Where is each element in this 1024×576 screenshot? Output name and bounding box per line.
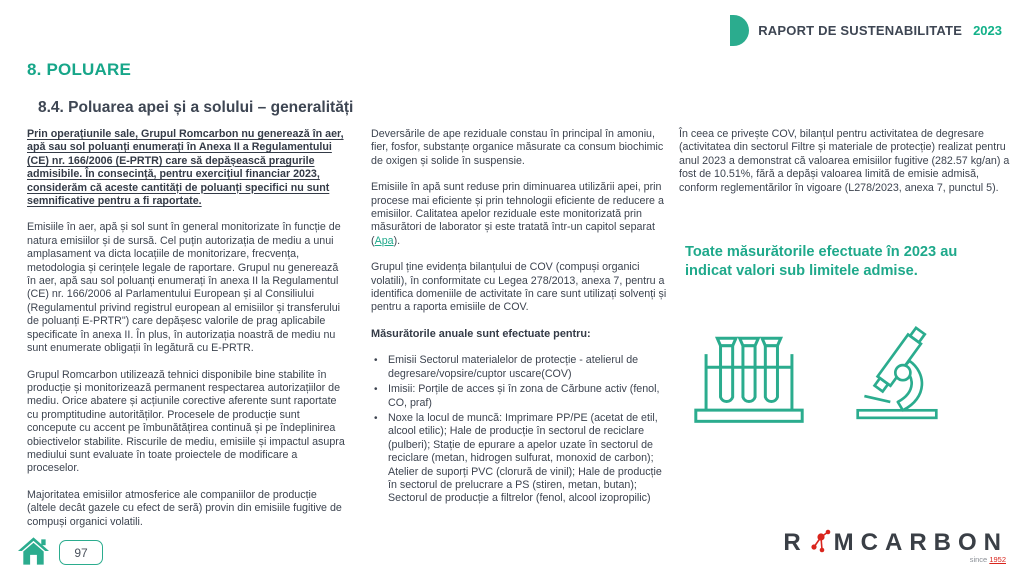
list-item: • Emisii Sectorul materialelor de protecție - atelierul de degresare/vopsire/cuptor uscare(COV) — [371, 354, 667, 381]
romcarbon-logo-row — [783, 529, 1008, 557]
paragraph-wastewater: Deversările de ape reziduale constau în principal în amoniu, fier, fosfor, substanțe organice măsurate ca consum biochimic de oxigen și solide în suspensie. — [371, 128, 664, 167]
paragraph-cov-balance: Grupul ține evidența bilanțului de COV (compuși organici volatili), în conformitate cu Legea 278/2013, anexa 7, pentru a identifica domeniile de activitate în care sunt utilizați solvenți și pentru a raporta emisiile de COV. — [371, 261, 667, 314]
test-tubes-icon — [693, 309, 805, 431]
page-number: 97 — [74, 545, 88, 560]
lab-icons-row — [679, 309, 1012, 431]
paragraph-techniques: Grupul Romcarbon utilizează tehnici disponibile bine stabilite în producție și monitorizează permanent respectarea autorizațiilor de mediu. Orice abatere și acțiunile corective aferente sunt raportate cu promptitudine autorităților. Procesele de producție sunt concepute cu accent pe îmbunătățirea continuă și pe îndeplinirea obiectivelor stabilite. Riscurile de mediu, emisiile și impactul asupra mediului sunt evaluate în toate proiectele de modificare a proceselor. — [27, 368, 345, 475]
half-circle-icon — [730, 15, 749, 46]
report-title: RAPORT DE SUSTENABILITATE — [758, 23, 963, 38]
romcarbon-logo — [783, 529, 1008, 564]
column-2 — [371, 128, 667, 508]
list-item: • Noxe la locul de muncă: Imprimare PP/PE (acetat de etil, alcool etilic); Hale de producție în sectorul de reciclare (pulberi); Stație de epurare a apelor uzate în sectorul de reciclare (metan, hidrogen sulfurat, monoxid de carbon); Atelier de suporți PVC (clorură de vinil); Hale de producție în sectorul de prelucrare a PS (stiren, metan, butan); Sectorul de producție a filtrelor (fenol, alcool izopropilic) — [371, 412, 667, 506]
logo-letter-r: R — [783, 529, 808, 556]
paragraph-cov-results: În ceea ce privește COV, bilanțul pentru activitatea de degresare (activitatea din sectorul Filtre și materiale de protecție) realizat pentru anul 2023 a demonstrat că valoarea emisiilor fugitive (282.57 kg/an) a fost de 10.51%, fără a depăși valoarea limită de emisie admisă, conform reglementărilor în vigoare (L278/2023, anexa 7, punctul 5). — [679, 128, 1010, 194]
tagline-since: since — [969, 555, 988, 564]
microscope-icon — [851, 311, 943, 431]
paragraph-water-emissions-end: ). — [393, 234, 401, 247]
home-icon — [17, 536, 50, 567]
column-3 — [679, 128, 1012, 431]
molecule-icon — [810, 529, 832, 555]
list-item: • Imisii: Porțile de acces și în zona de Cărbune activ (fenol, CO, praf) — [371, 383, 667, 410]
report-header — [730, 15, 1002, 46]
subsection-title: 8.4. Poluarea apei și a solului – generalități — [38, 99, 354, 116]
paragraph-water-emissions — [371, 181, 667, 248]
home-button[interactable] — [17, 536, 50, 567]
section-title: 8. POLUARE — [27, 60, 132, 79]
column-1 — [27, 128, 346, 542]
report-year: 2023 — [973, 23, 1002, 38]
logo-letters: MCARBON — [833, 529, 1008, 556]
logo-tagline — [783, 555, 1006, 564]
measurements-list — [371, 354, 667, 505]
tagline-year: 1952 — [989, 555, 1006, 564]
paragraph-atmospheric-emissions: Majoritatea emisiilor atmosferice ale companiilor de producție (altele decât gazele cu efect de seră) provin din emisiile fugitive de compuși organici volatili. — [27, 488, 342, 528]
measurements-list-heading: Măsurătorile anuale sunt efectuate pentru: — [371, 327, 591, 340]
paragraph-water-emissions-text: Emisiile în apă sunt reduse prin diminuarea utilizării apei, prin procese mai eficiente și prin tehnologii eficiente de reducere a emisiilor. Calitatea apelor reziduale este monitorizată prin măsurători de laborator și este tratată într-un capitol separat ( — [371, 181, 664, 247]
lead-paragraph: Prin operațiunile sale, Grupul Romcarbon nu generează în aer, apă sau sol poluanți enumerați în Anexa II a Regulamentului (CE) nr. 166/2006 (E-PRTR) care să depășească pragurile admisibile. În consecință, pentru exercițiul financiar 2023, considerăm că aceste cantități de poluanți specifici nu sunt semnificative pentru a fi raportate. — [27, 128, 344, 208]
page-number-badge — [59, 540, 103, 565]
key-statement: Toate măsurătorile efectuate în 2023 au indicat valori sub limitele admise. — [685, 244, 958, 280]
paragraph-emissions-monitoring: Emisiile în aer, apă și sol sunt în general monitorizate în funcție de natura emisiilor și de sursă. Cel puțin autorizația de mediu a unui amplasament va dicta locațiile de monitorizare, frecvența, metodologia și cerințele legale de raportare. Grupul nu generează în aer, apă sau sol poluanți enumerați în anexa II la Regulamentul (CE) nr. 166/2006 al Parlamentului European și al Consiliului (Regulamentul privind registrul european al emisiilor și transferului de poluanți E-PRTR") care depășesc valorile de prag aplicabile specificate în anexa II. În plus, în autorizația noastră de mediu nu sunt enumerate obligații în legătură cu E-PRTR. — [27, 221, 341, 355]
apa-link[interactable]: Apa — [374, 234, 394, 247]
